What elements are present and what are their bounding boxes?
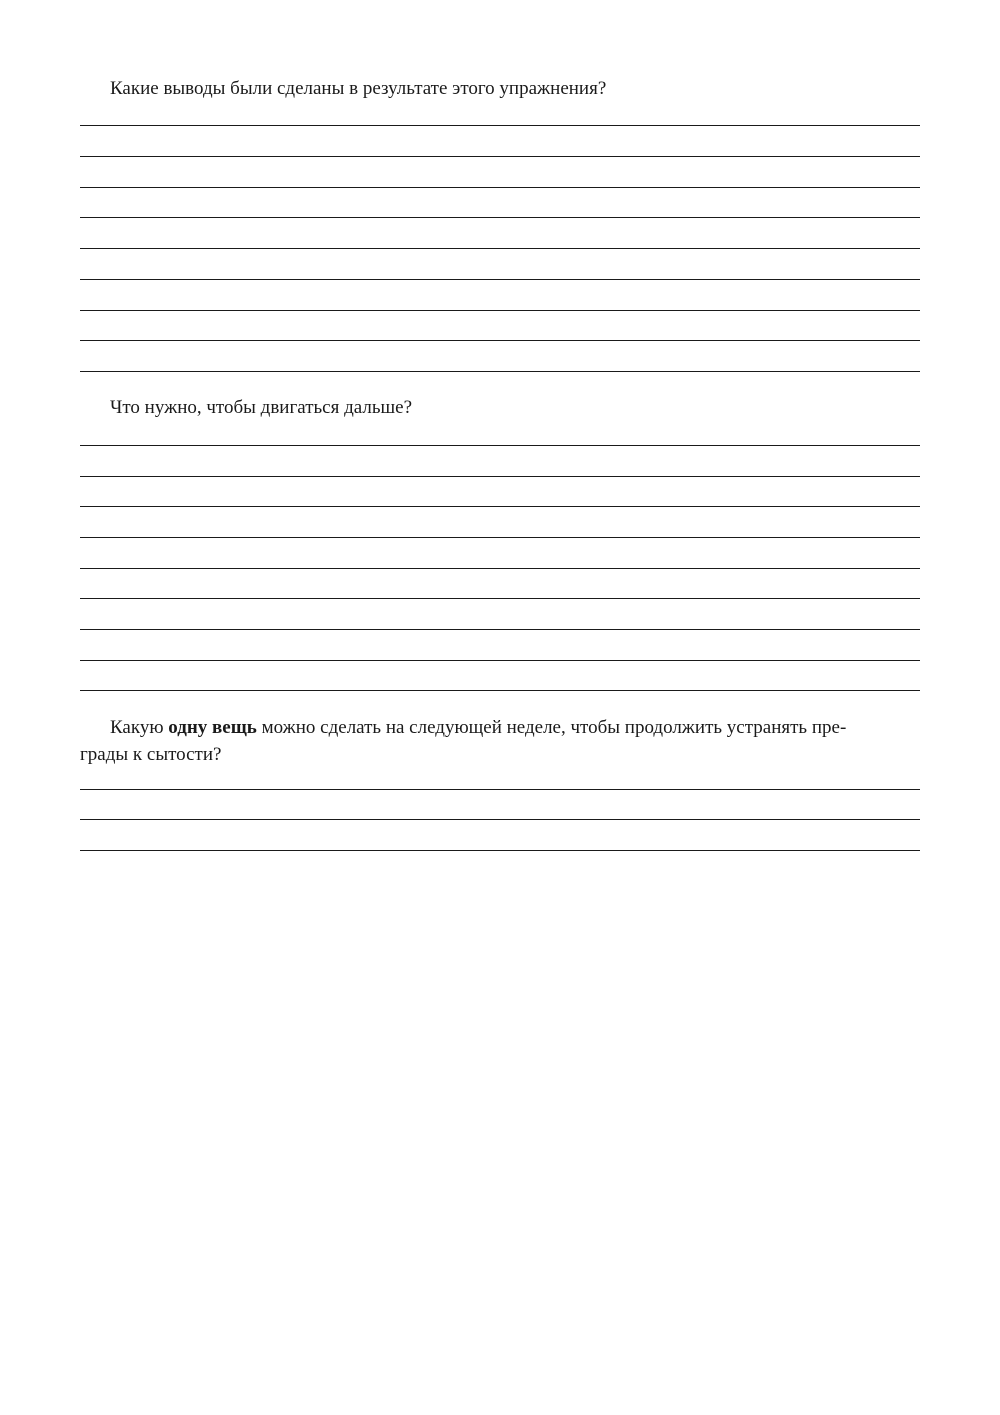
answer-line[interactable] <box>80 340 920 341</box>
answer-line[interactable] <box>80 217 920 218</box>
question-one-thing-line-2: грады к сытости? <box>80 744 222 765</box>
answer-line[interactable] <box>80 125 920 126</box>
question-one-thing-before: Какую <box>110 717 169 738</box>
question-one-thing <box>80 714 920 768</box>
question-one-thing-line-1 <box>80 714 920 741</box>
answer-line[interactable] <box>80 850 920 851</box>
question-conclusions <box>80 75 920 102</box>
answer-line[interactable] <box>80 789 920 790</box>
answer-line[interactable] <box>80 537 920 538</box>
question-next-steps <box>80 394 920 421</box>
answer-line[interactable] <box>80 310 920 311</box>
question-one-thing-after: можно сделать на следующей неделе, чтобы продолжить устранять пре- <box>256 717 847 738</box>
answer-line[interactable] <box>80 568 920 569</box>
answer-line[interactable] <box>80 279 920 280</box>
answer-line[interactable] <box>80 476 920 477</box>
answer-line[interactable] <box>80 156 920 157</box>
answer-line[interactable] <box>80 598 920 599</box>
answer-line[interactable] <box>80 629 920 630</box>
answer-line[interactable] <box>80 371 920 372</box>
answer-line[interactable] <box>80 248 920 249</box>
question-one-thing-emphasis: одну вещь <box>168 717 257 738</box>
answer-line[interactable] <box>80 819 920 820</box>
answer-line[interactable] <box>80 690 920 691</box>
question-next-steps-text: Что нужно, чтобы двигаться дальше? <box>110 397 412 418</box>
question-conclusions-text: Какие выводы были сделаны в результате этого упражнения? <box>110 78 607 99</box>
answer-line[interactable] <box>80 187 920 188</box>
answer-line[interactable] <box>80 445 920 446</box>
answer-line[interactable] <box>80 660 920 661</box>
answer-line[interactable] <box>80 506 920 507</box>
